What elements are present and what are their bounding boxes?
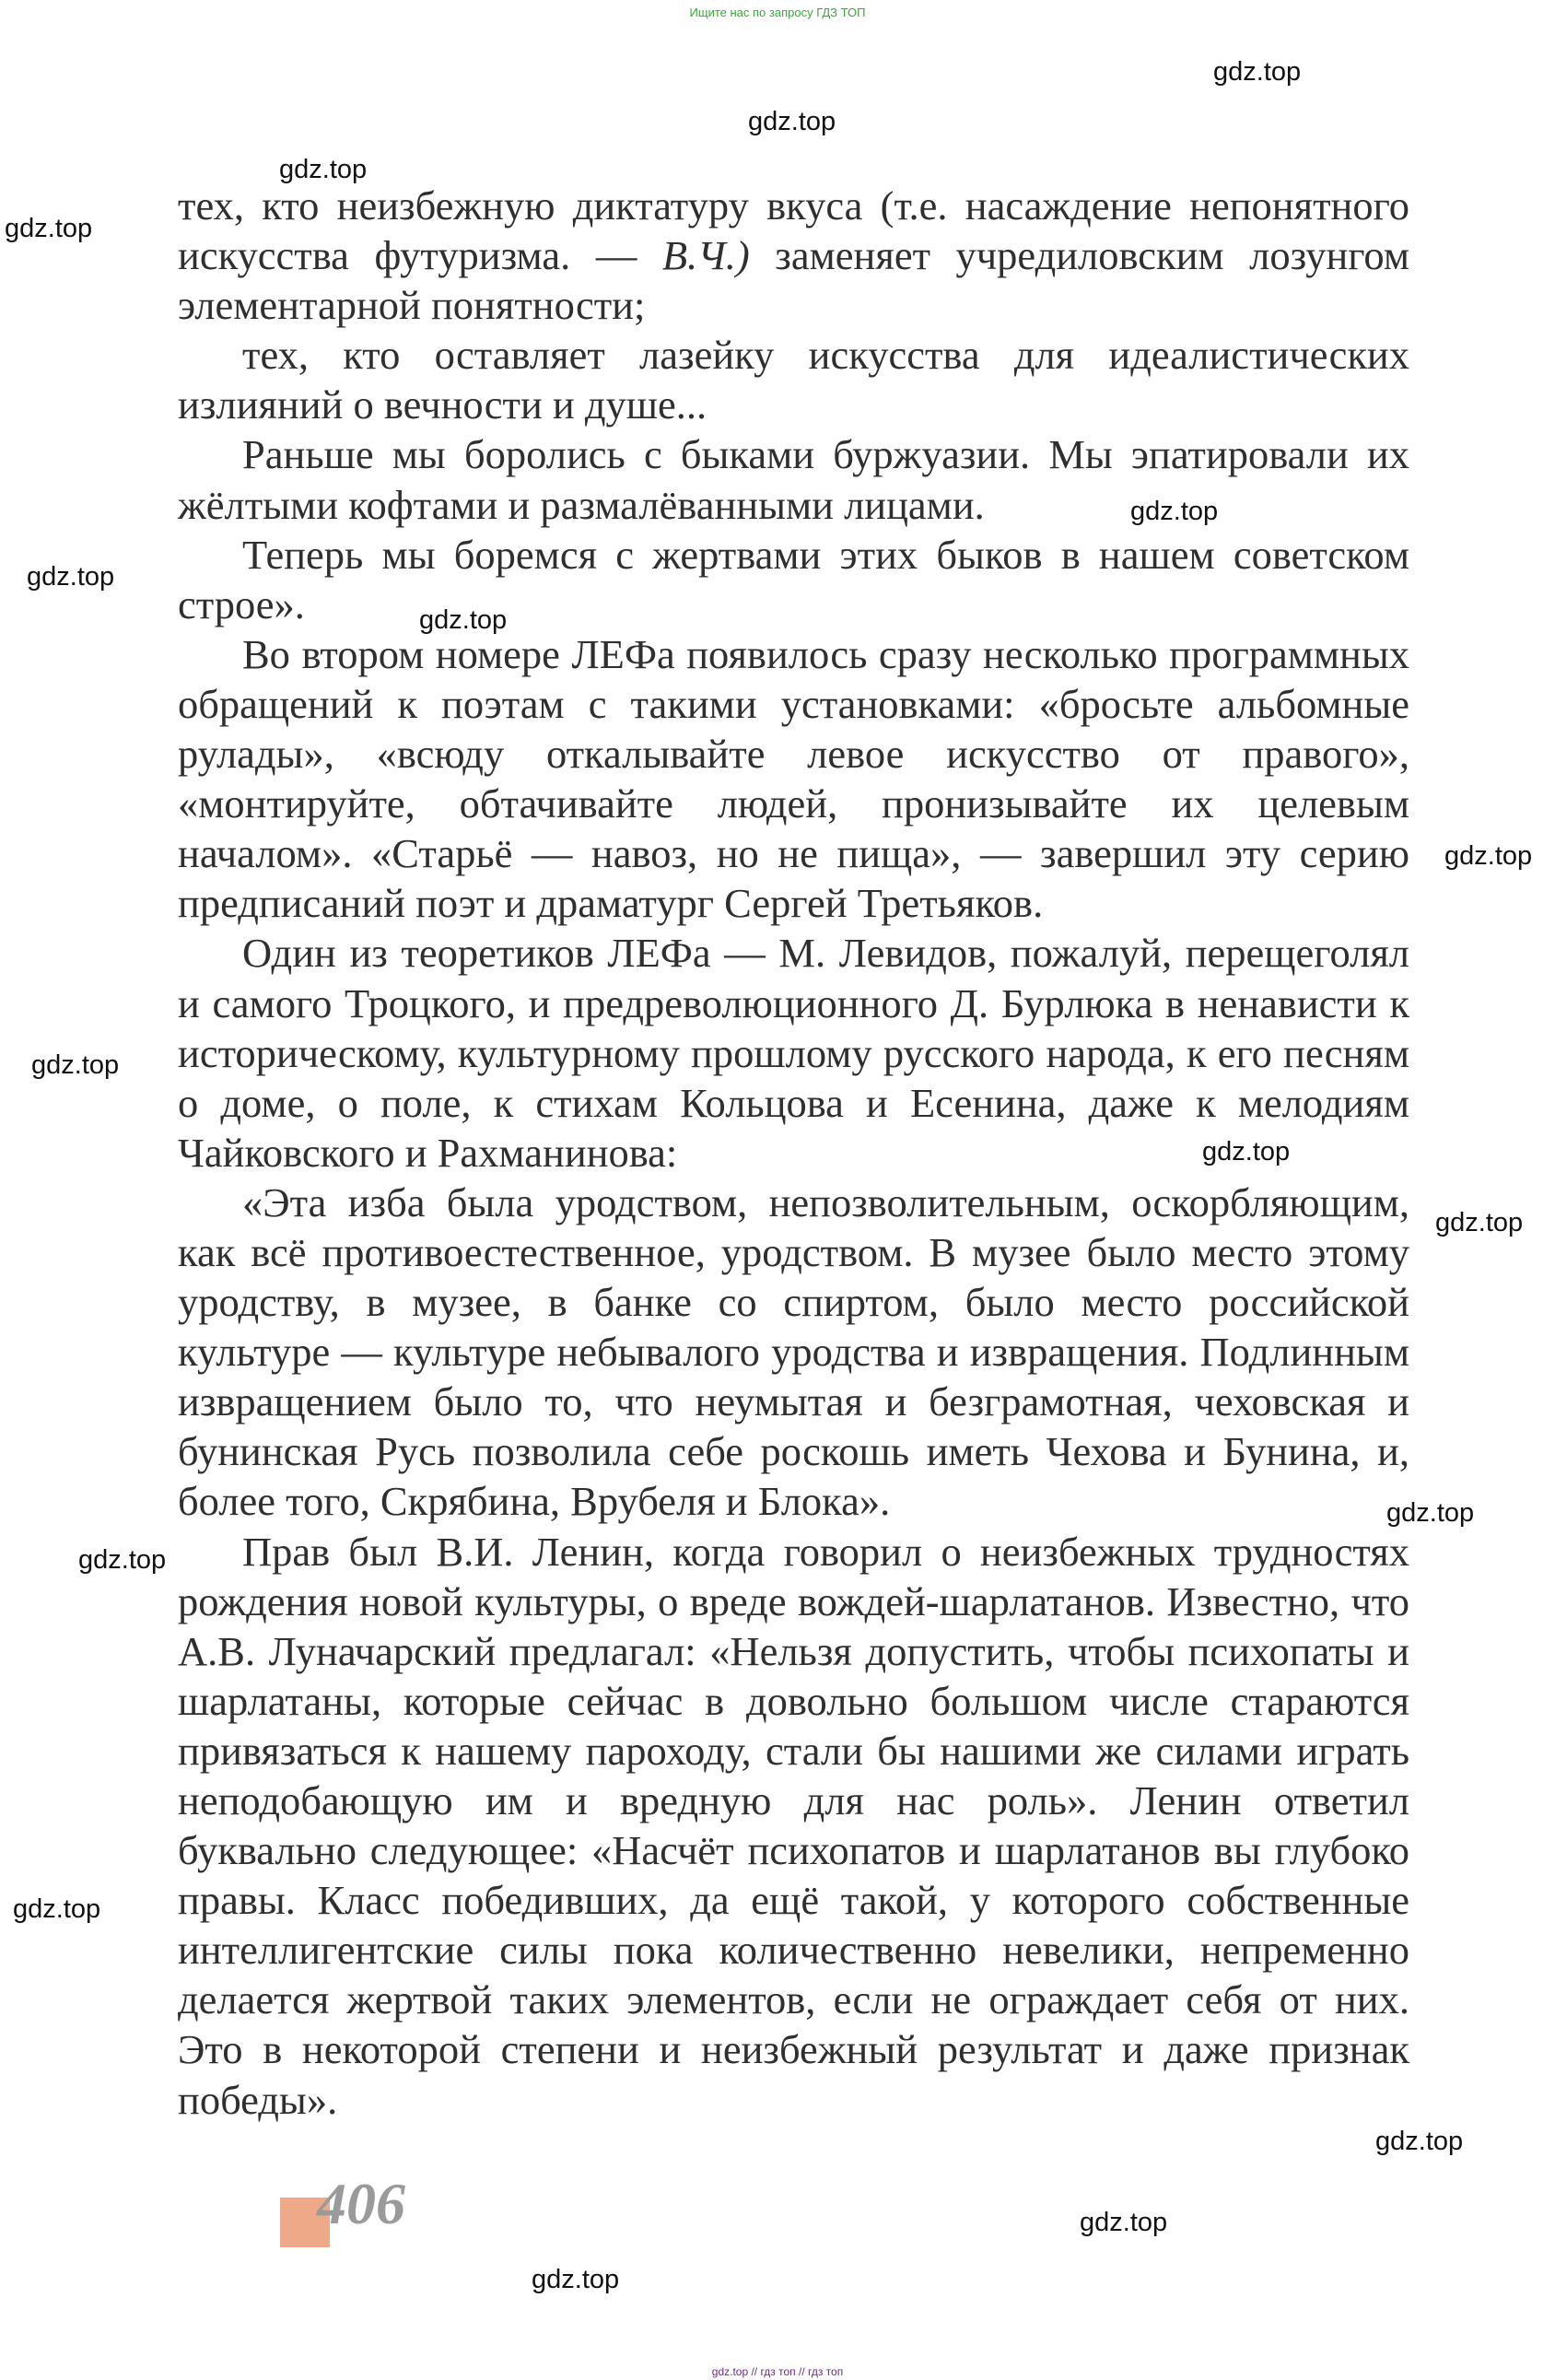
watermark: gdz.top: [5, 214, 93, 243]
top-banner[interactable]: Ищите нас по запросу ГДЗ ТОП: [689, 6, 866, 19]
watermark: gdz.top: [279, 155, 368, 184]
paragraph-continuation: тех, кто неизбежную диктатуру вкуса (т.е. насаждение непонятного искусства футуризма. — В.Ч.) заменяет учредиловским лозунгом элементарной понятности;: [178, 182, 1409, 329]
watermark: gdz.top: [78, 1545, 167, 1575]
watermark: gdz.top: [1386, 1498, 1475, 1528]
watermark: gdz.top: [1435, 1208, 1524, 1237]
quote-paragraph: «Эта изба была уродством, непозволительным, оскорбляющим, как всё противоестественное, уродством. В музее было место этому уродству, в музее, в банке со спиртом, было место российской культуре — культуре небывалого уродства и извращения. Подлинным извращением было то, что неумытая и безграмотная, чеховская и бунинская Русь позволила себе роскошь иметь Чехова и Бунина, и, более того, Скрябина, Врубеля и Блока».: [178, 1178, 1409, 1525]
paragraph: Теперь мы боремся с жертвами этих быков в нашем советском строе».: [178, 531, 1409, 627]
watermark: gdz.top: [419, 605, 508, 635]
watermark: gdz.top: [1444, 841, 1533, 871]
watermark: gdz.top: [1080, 2208, 1168, 2237]
paragraph: Раньше мы боролись с быками буржуазии. Мы эпатировали их жёлтыми кофтами и размалёванными лицами.: [178, 431, 1409, 528]
footer-banner[interactable]: gdz.top // гдз топ // гдз топ: [711, 2365, 844, 2378]
watermark: gdz.top: [1213, 57, 1302, 87]
paragraph: Один из теоретиков ЛЕФа — М. Левидов, пожалуй, перещеголял и самого Троцкого, и предреволюционного Д. Бурлюка в ненависти к историческому, культурному прошлому русского народа, к его песням о доме, о поле, к стихам Кольцова и Есенина, даже к мелодиям Чайковского и Рахманинова:: [178, 930, 1409, 1176]
watermark: gdz.top: [748, 107, 836, 136]
watermark: gdz.top: [1130, 497, 1219, 526]
watermark: gdz.top: [532, 2265, 620, 2294]
watermark: gdz.top: [31, 1050, 120, 1080]
author-initials: В.Ч.): [661, 232, 750, 279]
watermark: gdz.top: [27, 562, 115, 592]
page-number: 406: [317, 2171, 405, 2236]
paragraph: Во втором номере ЛЕФа появилось сразу несколько программных обращений к поэтам с такими установками: «бросьте альбомные рулады», «всюду откалывайте левое искусство от правого», «монтируйте, обтачивайте людей, пронизывайте их целевым началом». «Старьё — навоз, но не пища», — завершил эту серию предписаний поэт и драматург Сергей Третьяков.: [178, 630, 1409, 927]
watermark: gdz.top: [1375, 2127, 1464, 2156]
watermark: gdz.top: [13, 1894, 101, 1924]
paragraph: Прав был В.И. Ленин, когда говорил о неизбежных трудностях рождения новой культуры, о вреде вождей-шарлатанов. Известно, что А.В. Луначарский предлагал: «Нельзя допустить, чтобы психопаты и шарлатаны, которые сейчас в довольно большом числе стараются привязаться к нашему пароходу, стали бы нашими же силами играть неподобающую им и вредную для нас роль». Ленин ответил буквально следующее: «Насчёт психопатов и шарлатанов вы глубоко правы. Класс победивших, да ещё такой, у которого собственные интеллигентские силы пока количественно невелики, непременно делается жертвой таких элементов, если не ограждает себя от них. Это в некоторой степени и неизбежный результат и даже признак победы».: [178, 1528, 1409, 2123]
paragraph: тех, кто оставляет лазейку искусства для идеалистических излияний о вечности и душе...: [178, 332, 1409, 428]
watermark: gdz.top: [1202, 1137, 1291, 1167]
